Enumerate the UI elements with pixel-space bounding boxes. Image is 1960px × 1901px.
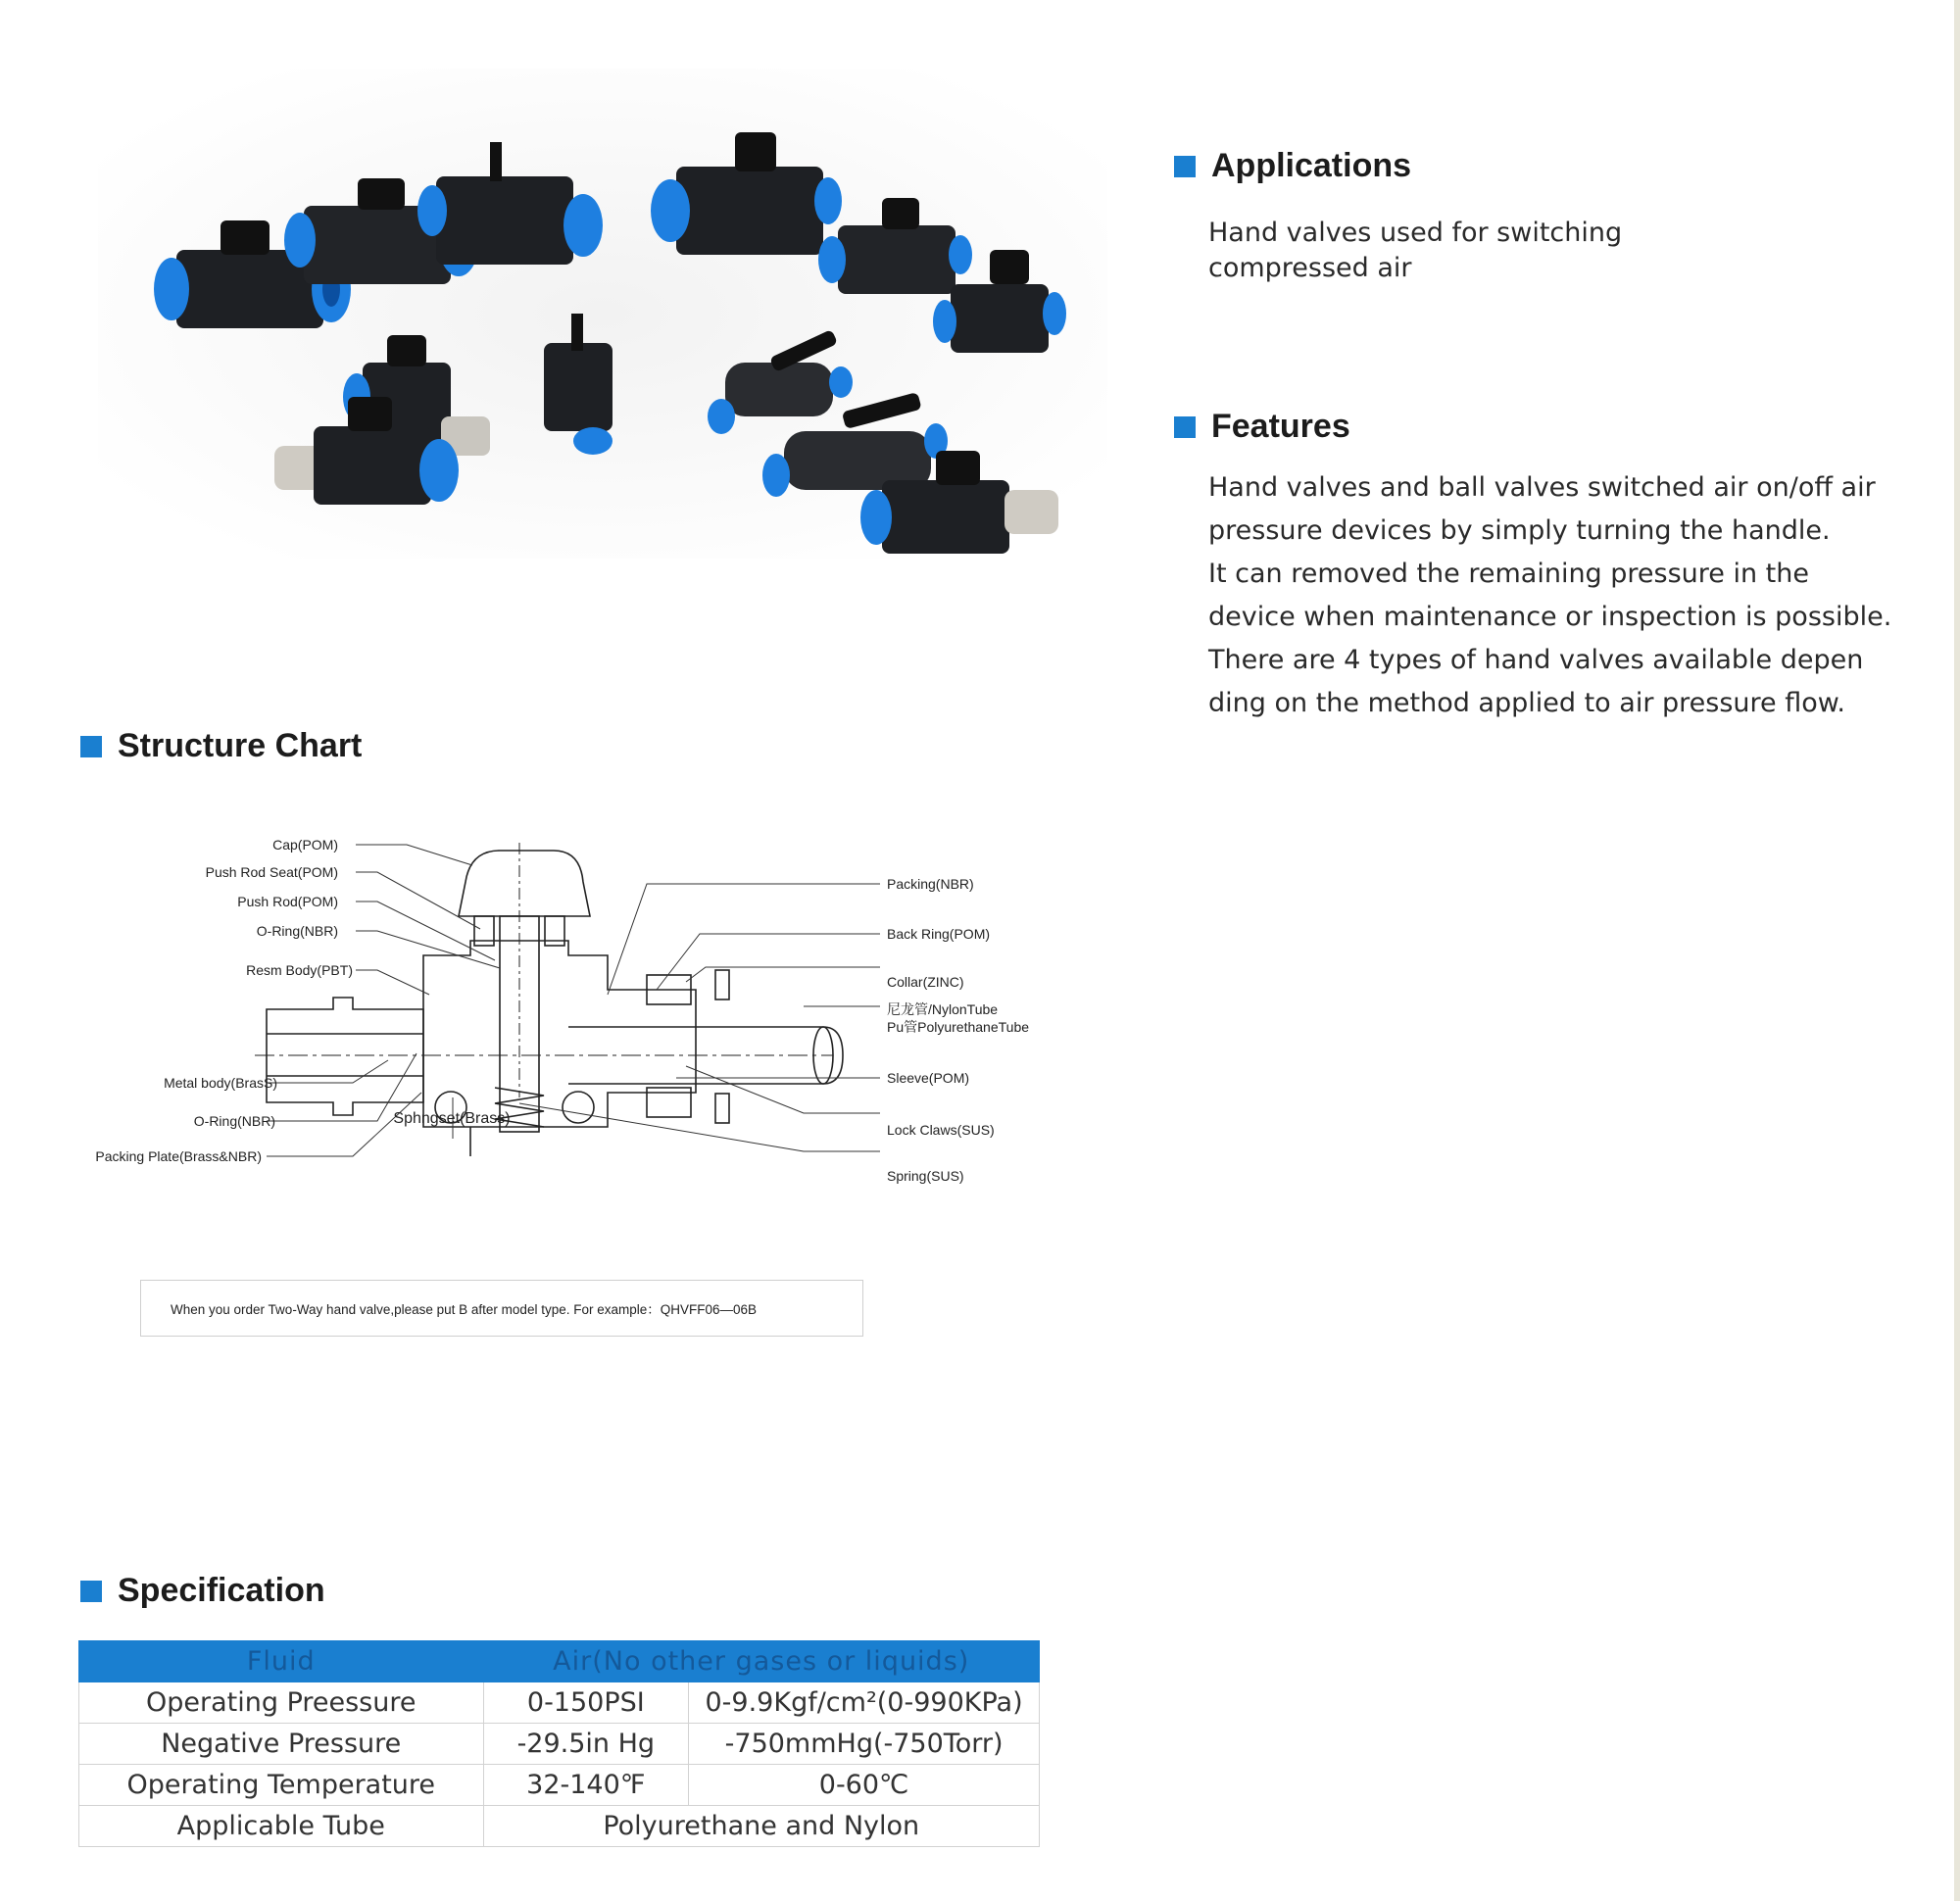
order-note-text: When you order Two-Way hand valve,please put B after model type. For example：QHVFF06—06B bbox=[171, 1302, 758, 1317]
label-packing-plate: Packing Plate(Brass&NBR) bbox=[95, 1148, 262, 1164]
table-cell: 0-60℃ bbox=[689, 1765, 1040, 1806]
page-edge bbox=[1954, 0, 1960, 1901]
label-back-ring: Back Ring(POM) bbox=[887, 926, 991, 942]
label-sleeve: Sleeve(POM) bbox=[887, 1070, 970, 1086]
features-heading bbox=[1174, 408, 1350, 446]
features-line: There are 4 types of hand valves available depen bbox=[1208, 645, 1864, 675]
order-note bbox=[140, 1280, 863, 1337]
table-cell: 0-150PSI bbox=[483, 1682, 689, 1724]
applications-heading bbox=[1174, 147, 1411, 185]
table-cell: -29.5in Hg bbox=[483, 1724, 689, 1765]
features-title: Features bbox=[1211, 408, 1350, 445]
specification-table bbox=[78, 1640, 1040, 1847]
table-row bbox=[79, 1724, 1040, 1765]
applications-title: Applications bbox=[1211, 147, 1412, 184]
table-cell: Fluid bbox=[79, 1641, 484, 1682]
table-cell: Polyurethane and Nylon bbox=[483, 1806, 1040, 1847]
table-row bbox=[79, 1682, 1040, 1724]
label-packing: Packing(NBR) bbox=[887, 876, 974, 892]
label-o-ring-top: O-Ring(NBR) bbox=[256, 923, 338, 939]
applications-line: Hand valves used for switching bbox=[1208, 218, 1623, 248]
label-metal-body: Metal body(BrasS) bbox=[164, 1075, 277, 1091]
label-lock-claws: Lock Claws(SUS) bbox=[887, 1122, 995, 1138]
label-spring-set: Sphngset(Brass) bbox=[393, 1110, 511, 1127]
table-cell: 0-9.9Kgf/cm²(0-990KPa) bbox=[689, 1682, 1040, 1724]
label-o-ring-bottom: O-Ring(NBR) bbox=[193, 1113, 275, 1129]
features-line: device when maintenance or inspection is possible. bbox=[1208, 602, 1892, 632]
applications-line: compressed air bbox=[1208, 253, 1412, 283]
bullet-square-icon bbox=[1174, 416, 1196, 438]
features-line: pressure devices by simply turning the handle. bbox=[1208, 515, 1831, 546]
features-line: ding on the method applied to air pressure flow. bbox=[1208, 688, 1845, 718]
label-spring: Spring(SUS) bbox=[887, 1168, 964, 1184]
structure-chart-heading bbox=[80, 727, 362, 765]
table-cell: Operating Preessure bbox=[79, 1682, 484, 1724]
valve-cross-section-diagram bbox=[59, 804, 1058, 1352]
bullet-square-icon bbox=[1174, 156, 1196, 177]
bullet-square-icon bbox=[80, 736, 102, 757]
diagram-drawing bbox=[255, 843, 843, 1156]
table-cell: -750mmHg(-750Torr) bbox=[689, 1724, 1040, 1765]
label-nylon-tube: 尼龙管/NylonTube bbox=[887, 1001, 999, 1017]
table-row bbox=[79, 1765, 1040, 1806]
table-cell: Negative Pressure bbox=[79, 1724, 484, 1765]
features-text bbox=[1208, 466, 1891, 725]
table-header-row bbox=[79, 1641, 1040, 1682]
specification-title: Specification bbox=[118, 1572, 325, 1609]
table-row bbox=[79, 1806, 1040, 1847]
label-cap: Cap(POM) bbox=[272, 837, 338, 853]
table-cell: 32-140℉ bbox=[483, 1765, 689, 1806]
features-line: It can removed the remaining pressure in the bbox=[1208, 559, 1809, 589]
table-cell: Applicable Tube bbox=[79, 1806, 484, 1847]
table-cell: Air(No other gases or liquids) bbox=[483, 1641, 1040, 1682]
label-resin-body: Resm Body(PBT) bbox=[246, 962, 353, 978]
structure-chart-title: Structure Chart bbox=[118, 727, 363, 764]
label-pu-tube: Pu管PolyurethaneTube bbox=[887, 1019, 1030, 1035]
applications-text bbox=[1208, 216, 1622, 286]
leader-lines bbox=[267, 845, 880, 1156]
label-collar: Collar(ZINC) bbox=[887, 974, 964, 990]
bullet-square-icon bbox=[80, 1581, 102, 1602]
specification-heading bbox=[80, 1572, 325, 1610]
features-line: Hand valves and ball valves switched air on/off air bbox=[1208, 472, 1876, 503]
table-cell: Operating Temperature bbox=[79, 1765, 484, 1806]
label-push-rod-seat: Push Rod Seat(POM) bbox=[205, 864, 338, 880]
product-photo bbox=[98, 69, 1107, 559]
label-push-rod: Push Rod(POM) bbox=[237, 894, 338, 909]
